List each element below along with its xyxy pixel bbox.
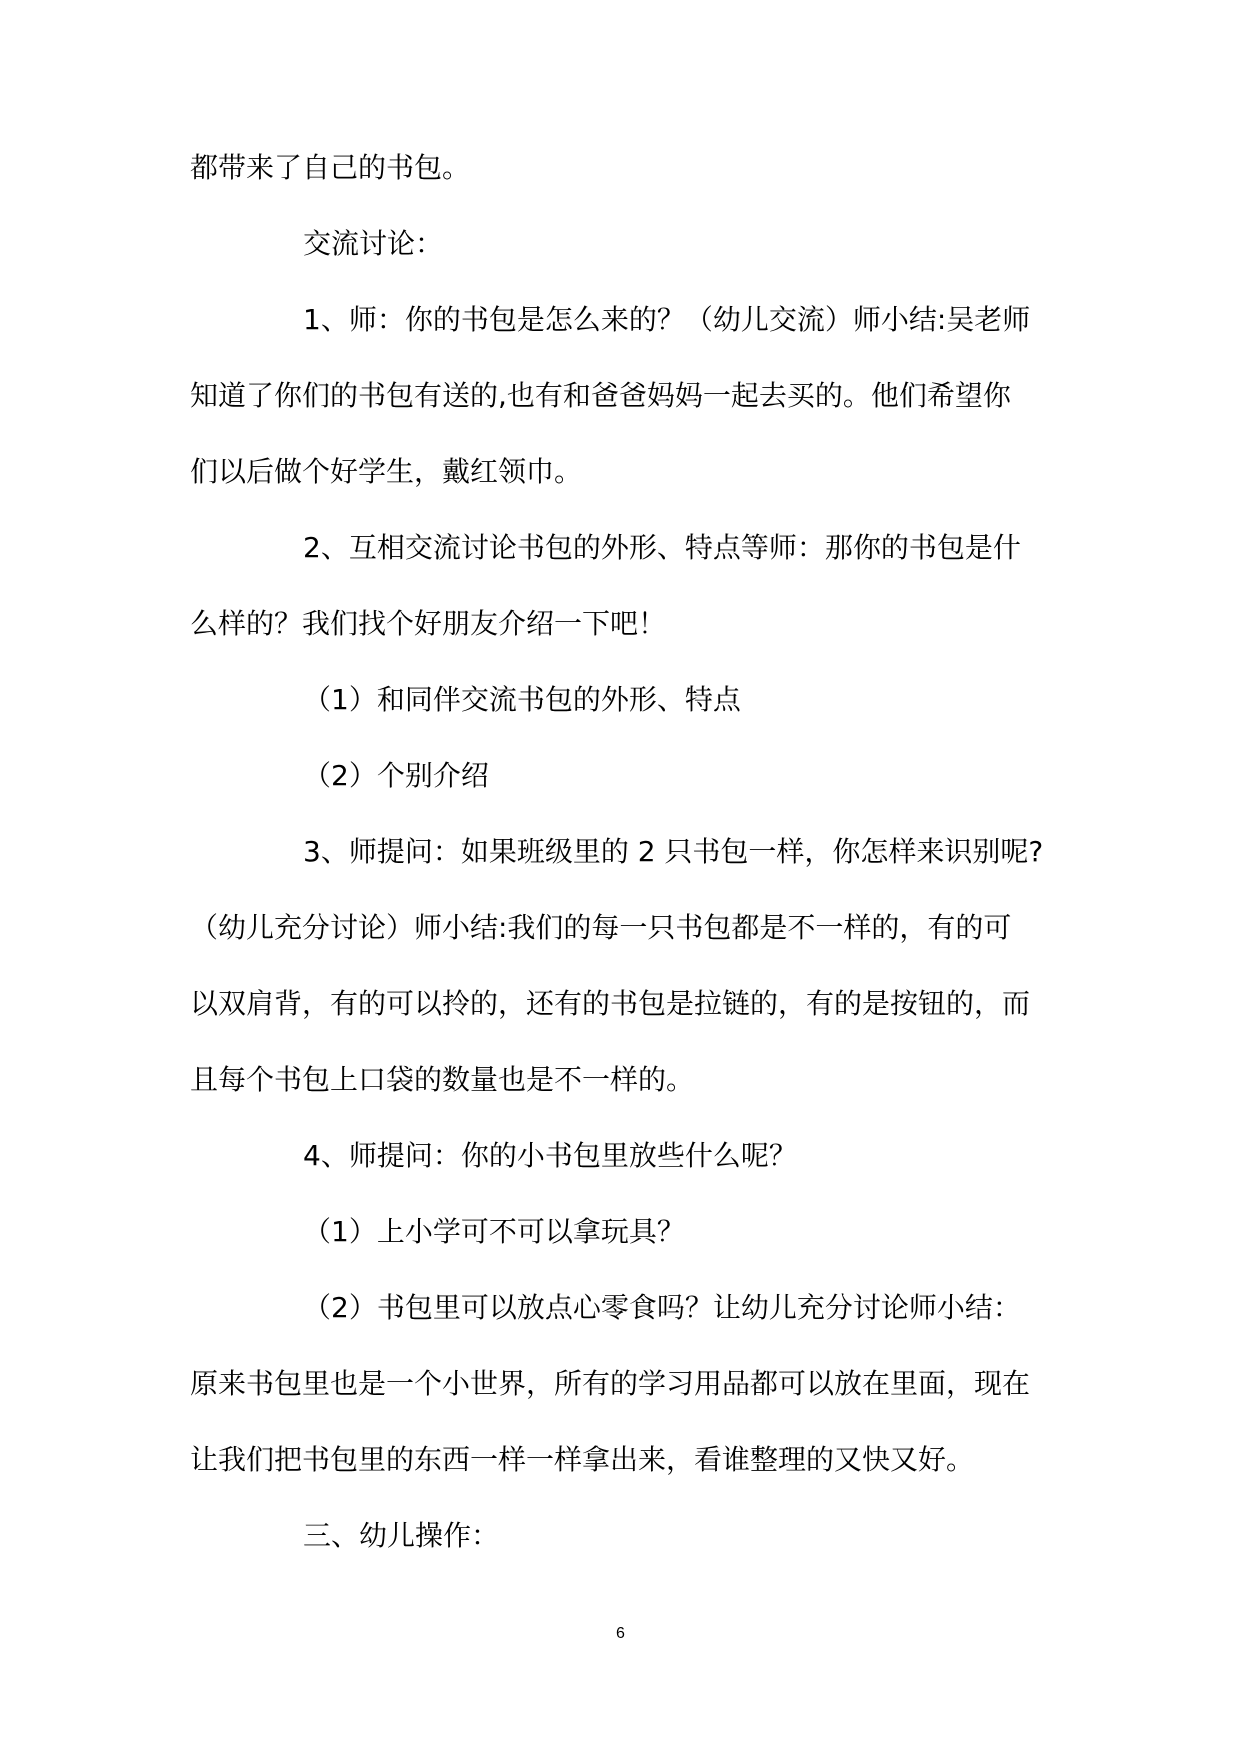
- text-line: 知道了你们的书包有送的,也有和爸爸妈妈一起去买的。他们希望你: [190, 379, 1011, 412]
- section-heading: 三、幼儿操作：: [303, 1519, 500, 1552]
- text-line: 都带来了自己的书包。: [190, 151, 471, 184]
- text-line: 1、师：你的书包是怎么来的？（幼儿交流）师小结:吴老师: [303, 303, 1031, 336]
- text-line: 以双肩背，有的可以拎的，还有的书包是拉链的，有的是按钮的，而: [190, 987, 1031, 1020]
- text-line: 们以后做个好学生，戴红领巾。: [190, 455, 583, 488]
- text-line: （1）上小学可不可以拿玩具？: [303, 1215, 685, 1248]
- text-line: （幼儿充分讨论）师小结:我们的每一只书包都是不一样的，有的可: [190, 911, 1012, 944]
- text-line: （2）书包里可以放点心零食吗？让幼儿充分讨论师小结：: [303, 1291, 1021, 1324]
- text-line: （1）和同伴交流书包的外形、特点: [303, 683, 741, 716]
- text-line: 4、师提问：你的小书包里放些什么呢？: [303, 1139, 797, 1172]
- text-line: 2、互相交流讨论书包的外形、特点等师：那你的书包是什: [303, 531, 1021, 564]
- section-heading: 交流讨论：: [303, 227, 444, 260]
- text-line: 3、师提问：如果班级里的 2 只书包一样，你怎样来识别呢?: [303, 835, 1044, 868]
- text-line: （2）个别介绍: [303, 759, 489, 792]
- page-number: 6: [616, 1625, 625, 1642]
- text-line: 么样的？我们找个好朋友介绍一下吧！: [190, 607, 667, 640]
- text-line: 原来书包里也是一个小世界，所有的学习用品都可以放在里面，现在: [190, 1367, 1031, 1400]
- text-line: 让我们把书包里的东西一样一样拿出来，看谁整理的又快又好。: [190, 1443, 975, 1476]
- text-line: 且每个书包上口袋的数量也是不一样的。: [190, 1063, 695, 1096]
